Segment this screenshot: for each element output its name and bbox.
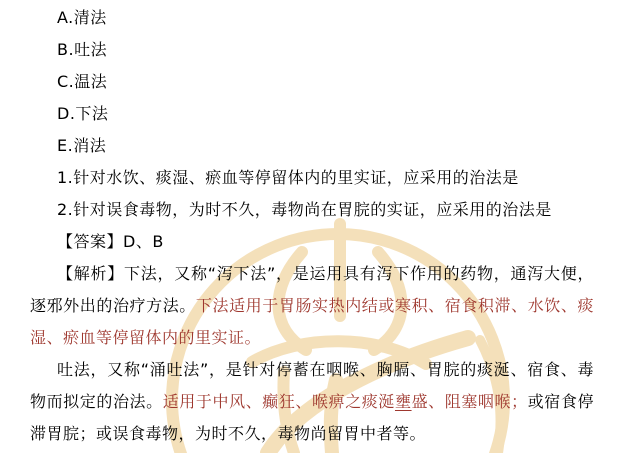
answer-line xyxy=(30,226,594,258)
option-a: A.清法 xyxy=(57,8,107,27)
analysis-paragraph-1 xyxy=(30,258,594,354)
analysis-text-highlight: 盛、阻塞咽喉； xyxy=(411,392,528,411)
analysis-text-highlight: 适用于中风、癫狂、喉痹之痰涎 xyxy=(162,392,395,411)
analysis-text-black: 吐法，又称“涌吐法”，是针对停蓄在咽喉、胸膈、胃脘的痰涎、宿食、毒物而拟定的治法。 xyxy=(30,360,594,411)
analysis-paragraph-2 xyxy=(30,354,594,450)
analysis-text-black: 或宿食停滞胃脘；或误食毒物，为时不久，毒物尚留胃中者等。 xyxy=(30,392,594,443)
question-1: 1.针对水饮、痰湿、瘀血等停留体内的里实证，应采用的治法是 xyxy=(57,168,519,187)
analysis-text-black: 下法，又称“泻下法”，是运用具有泻下作用的药物，通泻大便，逐邪外出的治疗方法。 xyxy=(30,264,594,315)
option-d: D.下法 xyxy=(57,104,109,123)
document-body xyxy=(30,2,594,450)
analysis-text-highlight-underlined: 壅 xyxy=(394,392,412,411)
answer-value: D、B xyxy=(123,232,164,251)
option-b: B.吐法 xyxy=(57,40,108,59)
option-e: E.消法 xyxy=(57,136,107,155)
analysis-label: 【解析】 xyxy=(57,264,124,283)
question-2: 2.针对误食毒物，为时不久，毒物尚在胃脘的实证，应采用的治法是 xyxy=(57,200,552,219)
option-c: C.温法 xyxy=(57,72,108,91)
analysis-text-highlight: 下法适用于胃肠实热内结或寒积、宿食积滞、水饮、痰湿、瘀血等停留体内的里实证。 xyxy=(30,296,594,347)
answer-label: 【答案】 xyxy=(57,232,124,251)
